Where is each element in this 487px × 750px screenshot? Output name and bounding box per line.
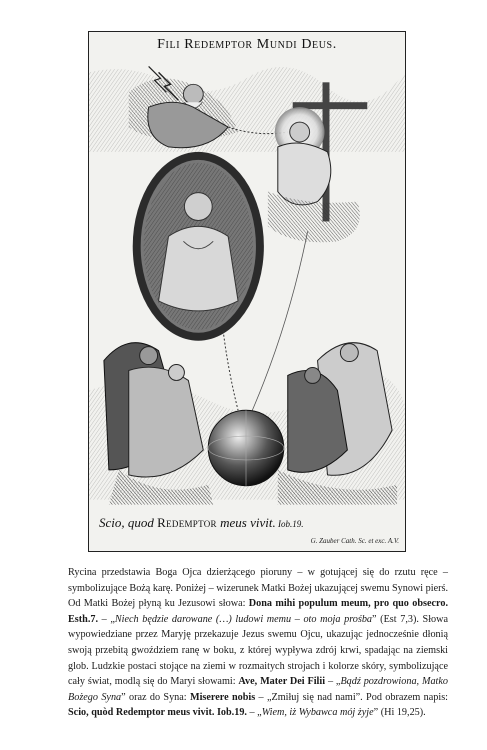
caption-latin-2: Ave, Mater Dei Filii — [238, 676, 326, 688]
globe — [208, 410, 284, 486]
caption-translation-3: Wiem, iż Wybawca mój żyje — [261, 707, 374, 719]
inscription-redemptor: Redemptor — [157, 515, 217, 530]
caption-text-4: – „ — [325, 676, 341, 688]
inscription-reference: Iob.19. — [275, 519, 304, 529]
caption-translation-1: Niech będzie darowane (…) ludowi memu – oto moja prośba — [114, 613, 373, 625]
caption-text-3: ” (Est 7,3). Słowa wypowiedziane przez Maryję przekazuje Jezus swemu Ojcu, ukazując jednocześnie dłonią swoją przebitą gwoździem ranę w boku, z której wypływa zdrój krwi, spadając na ziemski glob. Ludzkie postaci stojące na ziemi w rozmaitych strojach i kolorze skóry, symbolizujące cały świat, modlą się do Maryi słowami: — [68, 613, 448, 688]
virgin-mary-medallion — [133, 152, 264, 341]
caption-text-8: ” (Hi 19,25). — [373, 707, 426, 719]
inscription-pre: Scio, quod — [99, 515, 158, 530]
plate-title: Fili Redemptor Mundi Deus. — [157, 37, 337, 52]
figure-caption — [68, 565, 448, 721]
inscription-post: meus vivit. — [216, 515, 276, 530]
plate-inscription — [99, 515, 399, 531]
engraving-plate — [88, 31, 406, 552]
caption-translation-2: Bądź pozdrowiona, Matko Bożego Syna — [68, 676, 448, 703]
caption-text-5: ” oraz do Syna: — [121, 691, 190, 703]
caption-latin-3: Miserere nobis — [189, 691, 256, 703]
caption-text-6: – „Zmiłuj się nad nami”. Pod obrazem napis: — [255, 691, 448, 703]
caption-text-2: – „ — [98, 613, 115, 625]
caption-latin-1: Dona mihi populum meum, pro quo obsecro. Esth.7. — [68, 598, 448, 625]
caption-text-1: Rycina przedstawia Boga Ojca dzierżącego pioruny – w gotującej się do rzutu ręce – symbolizujące Bożą karę. Poniżej – wizerunek Matki Bożej ukazującej swemu Synowi pierś. Od Matki Bożej płyną ku Jezusowi słowa: — [68, 567, 448, 610]
engraving-illustration — [89, 32, 405, 551]
caption-latin-4: Scio, quòd Redemptor meus vivit. Iob.19. — [68, 707, 247, 719]
engraver-signature: G. Zauber Cath. Sc. et exc. A.V. — [310, 537, 399, 545]
caption-text-7: – „ — [246, 707, 262, 719]
